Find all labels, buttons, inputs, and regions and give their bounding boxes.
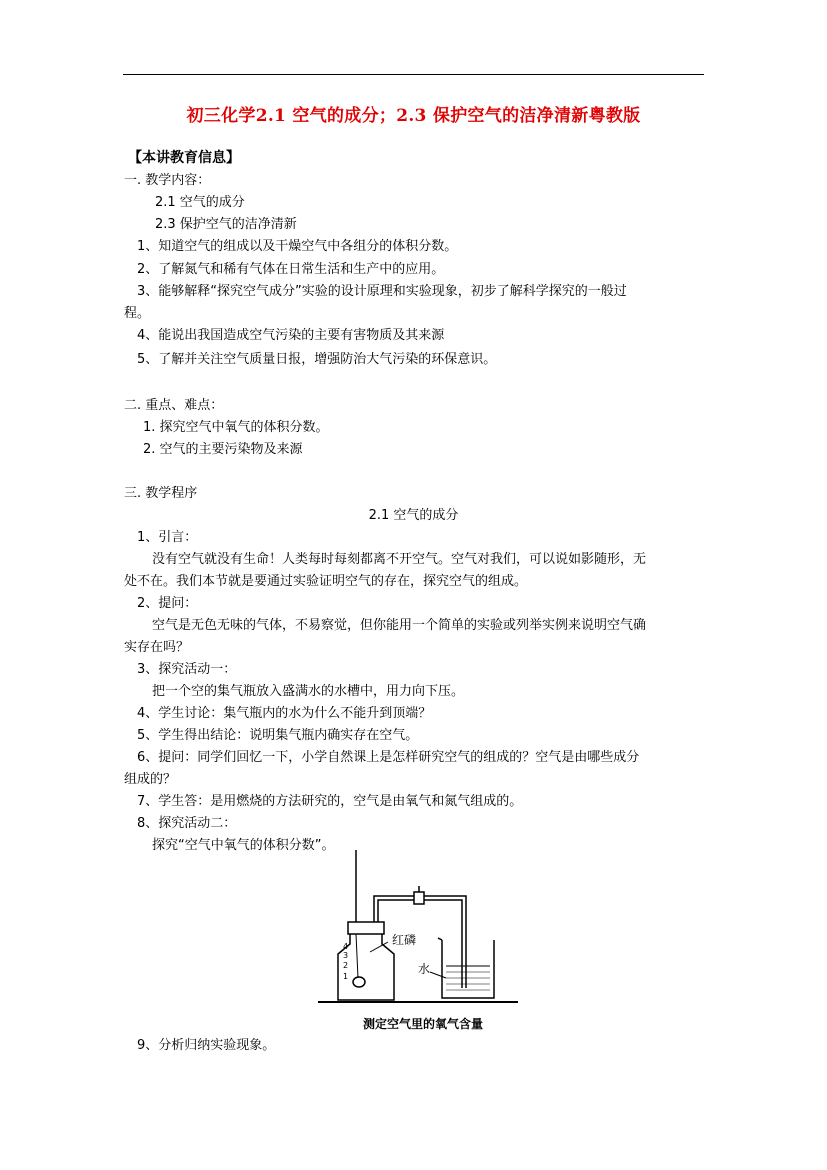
page-title: 初三化学2.1 空气的成分；2.3 保护空气的洁净清新粤教版 [186, 106, 641, 126]
figure-caption: 测定空气里的氧气含量 [362, 1017, 483, 1031]
teach-content-heading: 一. 教学内容： [124, 173, 211, 188]
objective-item: 5、了解并关注空气质量日报，增强防治大气污染的环保意识。 [137, 352, 497, 367]
procedure-line: 没有空气就没有生命！人类每时每刻都离不开空气。空气对我们，可以说如影随形，无 [152, 552, 647, 567]
header-rule [123, 74, 704, 75]
procedure-line: 9、分析归纳实验现象。 [137, 1038, 276, 1053]
key-point-item: 2. 空气的主要污染物及来源 [143, 442, 303, 457]
procedure-line: 处不在。我们本节就是要通过实验证明空气的存在，探究空气的组成。 [124, 574, 528, 589]
procedure-line: 7、学生答：是用燃烧的方法研究的，空气是由氧气和氮气组成的。 [137, 794, 523, 809]
key-point-item: 1. 探究空气中氧气的体积分数。 [143, 420, 329, 435]
scale-mark: 1 [343, 972, 349, 981]
procedure-line: 把一个空的集气瓶放入盛满水的水槽中，用力向下压。 [152, 684, 465, 699]
procedure-line: 3、探究活动一： [137, 662, 237, 677]
procedure-line: 1、引言： [137, 530, 198, 545]
procedure-line: 4、学生讨论：集气瓶内的水为什么不能升到顶端？ [137, 706, 432, 721]
combustion-spoon [353, 977, 365, 987]
label-water: 水 [418, 962, 431, 976]
scale-mark: 4 [343, 942, 349, 951]
scale-mark: 3 [343, 951, 349, 960]
objective-item: 3、能够解释“探究空气成分”实验的设计原理和实验现象，初步了解科学探究的一般过 [137, 284, 627, 299]
label-red-phosphorus: 红磷 [392, 933, 417, 947]
procedure-line: 实存在吗？ [124, 640, 190, 655]
section-header: 【本讲教育信息】 [128, 150, 240, 166]
clamp [414, 892, 424, 904]
procedure-line: 空气是无色无味的气体，不易察觉，但你能用一个简单的实验或列举实例来说明空气确 [152, 618, 647, 633]
objective-item: 1、知道空气的组成以及干燥空气中各组分的体积分数。 [137, 239, 458, 254]
objective-item-continuation: 程。 [124, 306, 151, 321]
procedure-line: 5、学生得出结论：说明集气瓶内确实存在空气。 [137, 728, 419, 743]
scale-mark: 2 [343, 961, 349, 970]
procedure-line: 6、提问：同学们回忆一下，小学自然课上是怎样研究空气的组成的？空气是由哪些成分 [137, 750, 640, 765]
teach-content-sub1: 2.1 空气的成分 [155, 195, 245, 210]
procedure-heading: 三. 教学程序 [124, 486, 198, 501]
oxygen-measurement-apparatus [318, 838, 518, 1013]
objective-item: 4、能说出我国造成空气污染的主要有害物质及其来源 [137, 328, 445, 343]
teach-content-sub2: 2.3 保护空气的洁净清新 [155, 217, 297, 232]
objective-item: 2、了解氮气和稀有气体在日常生活和生产中的应用。 [137, 262, 445, 277]
bottle-stopper [348, 922, 384, 934]
key-points-heading: 二. 重点、难点： [124, 398, 224, 413]
beaker [442, 940, 494, 998]
procedure-line: 探究“空气中氧气的体积分数”。 [152, 838, 335, 853]
procedure-line: 8、探究活动二： [137, 816, 237, 831]
procedure-line: 组成的？ [124, 772, 177, 787]
procedure-line: 2、提问： [137, 596, 198, 611]
procedure-section-title: 2.1 空气的成分 [368, 508, 459, 523]
